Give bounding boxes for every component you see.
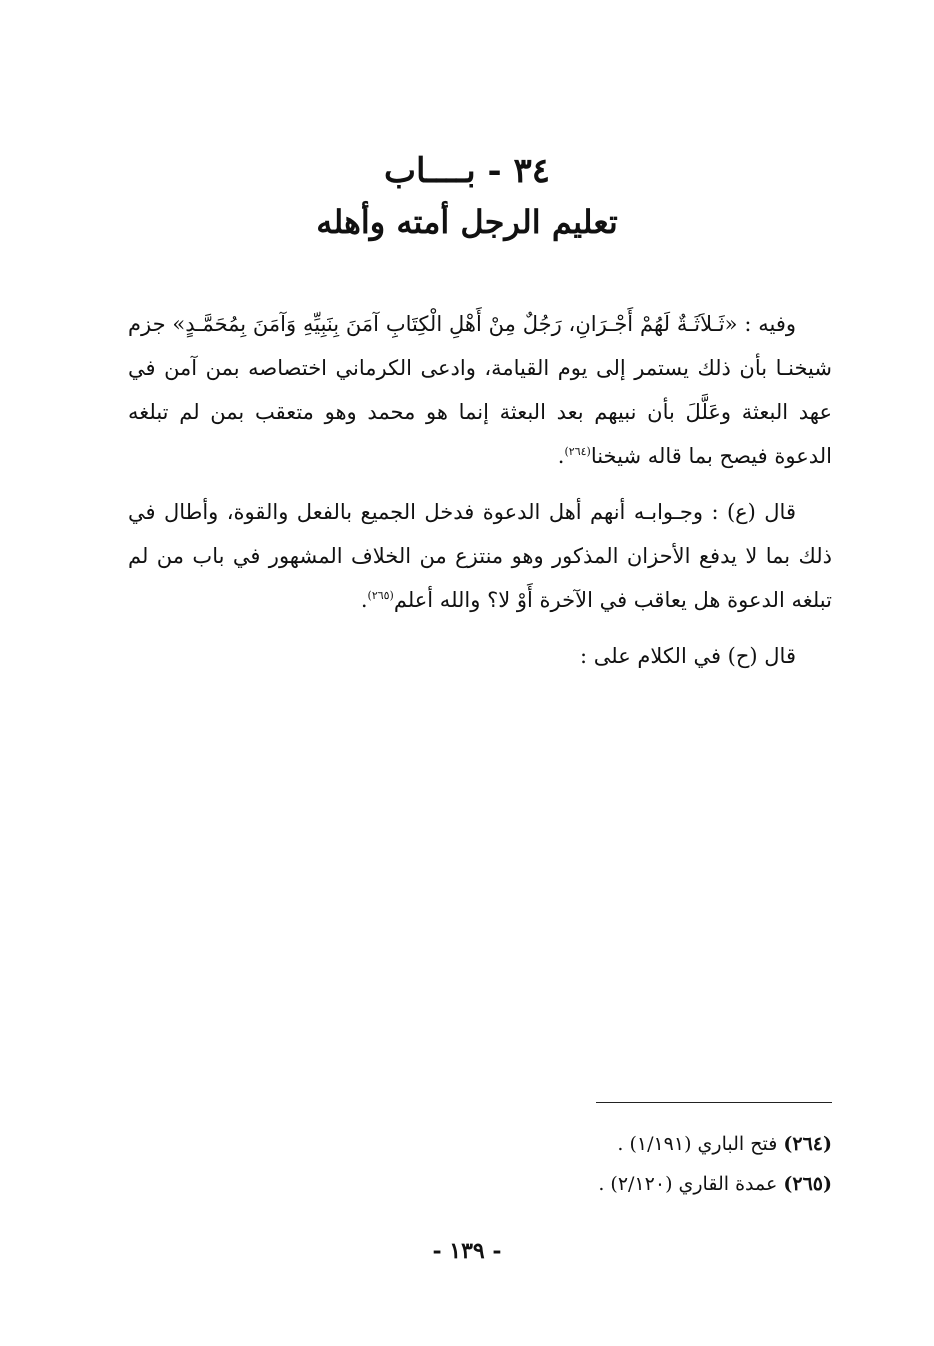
- paragraph-2-end: .: [360, 588, 368, 612]
- footnote-ref-265: (٢٦٥): [367, 589, 394, 602]
- footnote-item: [128, 1164, 832, 1204]
- footnotes: [128, 1124, 832, 1204]
- paragraph-2-text: قال (ع) : وجـوابـه أنهم أهل الدعوة فدخل الجميع بالفعل والقوة، وأطال في ذلك بما لا يدفع الأحزان المذكور وهو منتزع من الخلاف المشهور في باب من لم تبلغه الدعوة هل يعاقب في الآخرة أَوْ لا؟ والله أعلم: [128, 500, 832, 612]
- chapter-number-heading: ٣٤ - بــــاب: [384, 151, 550, 191]
- footnote-separator: [596, 1102, 832, 1103]
- chapter-title: تعليم الرجل أمته وأهله: [316, 203, 618, 241]
- footnote-number: (٢٦٥): [783, 1173, 832, 1195]
- footnote-text: عمدة القاري (٢/١٢٠) .: [598, 1173, 778, 1195]
- footnote-number: (٢٦٤): [783, 1133, 832, 1155]
- footnote-text: فتح الباري (١/١٩١) .: [617, 1133, 778, 1155]
- footnote-item: [128, 1124, 832, 1164]
- page-number: - ١٣٩ -: [432, 1238, 502, 1264]
- paragraph-1: [128, 302, 832, 478]
- chapter-header: [0, 148, 934, 246]
- paragraph-1-end: .: [557, 444, 565, 468]
- footnote-ref-264: (٢٦٤): [564, 445, 591, 458]
- main-text: [128, 302, 832, 690]
- paragraph-3-text: قال (ح) في الكلام على :: [580, 644, 796, 668]
- paragraph-1-text: وفيه : «ثَـلاَثَـةٌ لَهُمْ أَجْـرَانِ، رَجُلٌ مِنْ أَهْلِ الْكِتَابِ آمَنَ بِنَبِيِّهِ وَآمَنَ بِمُحَمَّـدٍ» جزم شيخنـا بأن ذلك يستمر إلى يوم القيامة، وادعى الكرماني اختصاصه بمن آمن في عهد البعثة وعَلَّلَ بأن نبيهم بعد البعثة إنما هو محمد وهو متعقب بمن لم تبلغه الدعوة فيصح بما قاله شيخنا: [128, 312, 832, 468]
- paragraph-2: [128, 490, 832, 622]
- paragraph-3: [128, 634, 832, 678]
